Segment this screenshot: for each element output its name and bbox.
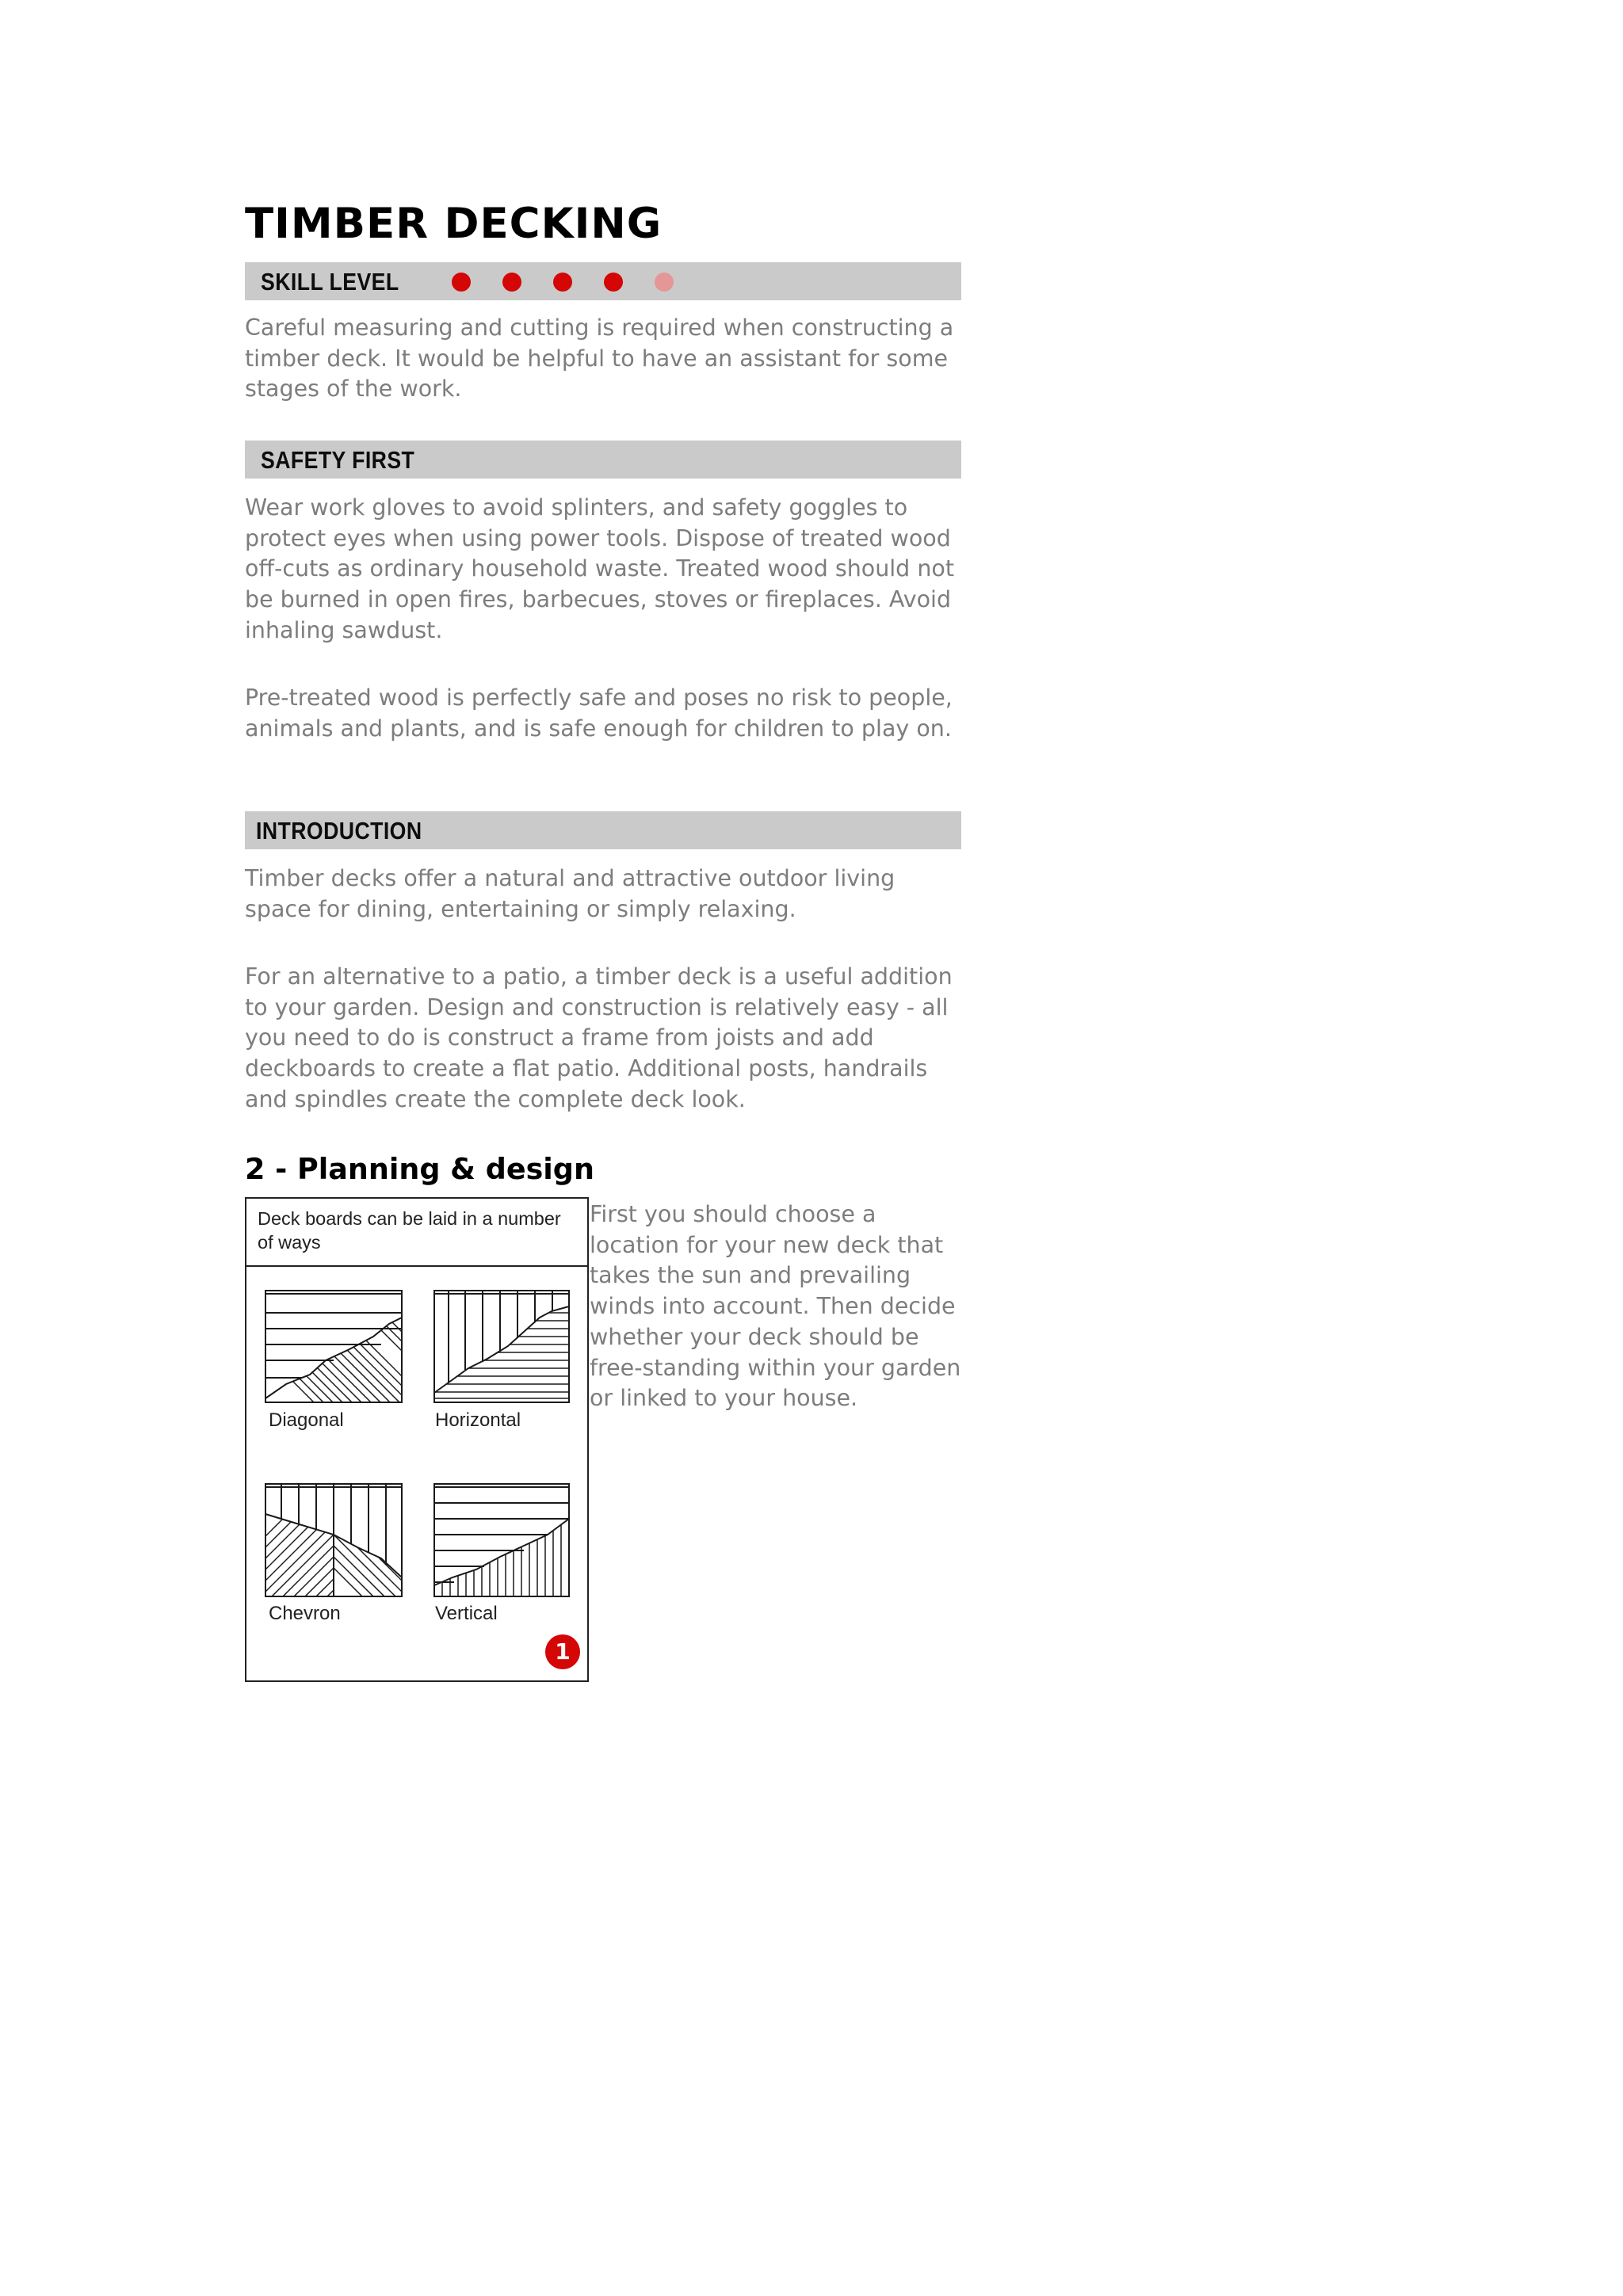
safety-first-label: SAFETY FIRST (261, 446, 415, 474)
skill-intro-paragraph: Careful measuring and cutting is required when constructing a timber deck. It would be helpful to have an assistant for some stages of the work. (245, 315, 954, 402)
figure-caption: Deck boards can be laid in a number of ways (258, 1208, 561, 1253)
skill-rating-dot (553, 273, 572, 292)
skill-rating-dot (604, 273, 623, 292)
section-heading-planning: 2 - Planning & design (245, 1152, 594, 1186)
chevron-pattern (262, 1468, 405, 1661)
introduction-label: INTRODUCTION (256, 817, 422, 845)
introduction-bar (245, 811, 961, 849)
pattern-label-vertical: Vertical (435, 1603, 498, 1624)
skill-rating-dot (452, 273, 471, 292)
planning-paragraph: First you should choose a location for your new deck that takes the sun and prevailing winds into account. Then decide whether your deck should be free-standing within your garden or linked to your house. (590, 1201, 961, 1412)
horizontal-pattern (434, 1291, 569, 1402)
safety-paragraph: Wear work gloves to avoid splinters, and safety goggles to protect eyes when using power tools. Dispose of treated wood off-cuts as ordinary household waste. Treated wood should not be burned in open fires, barbecues, stoves or fireplaces. Avoid inhaling sawdust. (245, 494, 954, 643)
skill-level-bar (245, 262, 961, 300)
diagonal-pattern (246, 1291, 459, 1405)
pattern-label-chevron: Chevron (269, 1603, 341, 1624)
skill-rating-dot (655, 273, 674, 292)
vertical-pattern (434, 1484, 569, 1596)
figure-number-badge: 1 (545, 1634, 580, 1669)
skill-rating-dot (502, 273, 521, 292)
safety-paragraph: Pre-treated wood is perfectly safe and poses no risk to people, animals and plants, and is safe enough for children to play on. (245, 685, 953, 742)
safety-first-bar (245, 441, 961, 479)
pattern-label-horizontal: Horizontal (435, 1409, 521, 1431)
skill-level-label: SKILL LEVEL (261, 268, 399, 296)
page-title: TIMBER DECKING (245, 200, 663, 248)
introduction-paragraph: For an alternative to a patio, a timber deck is a useful addition to your garden. Design and construction is relatively easy - all you need to do is construct a frame from joists and add deckboards to create a flat patio. Additional posts, handrails and spindles create the complete deck look. (245, 963, 953, 1112)
pattern-label-diagonal: Diagonal (269, 1409, 344, 1431)
introduction-paragraph: Timber decks offer a natural and attractive outdoor living space for dining, entertaining or simply relaxing. (245, 865, 896, 922)
deck-patterns-figure (245, 1197, 589, 1682)
